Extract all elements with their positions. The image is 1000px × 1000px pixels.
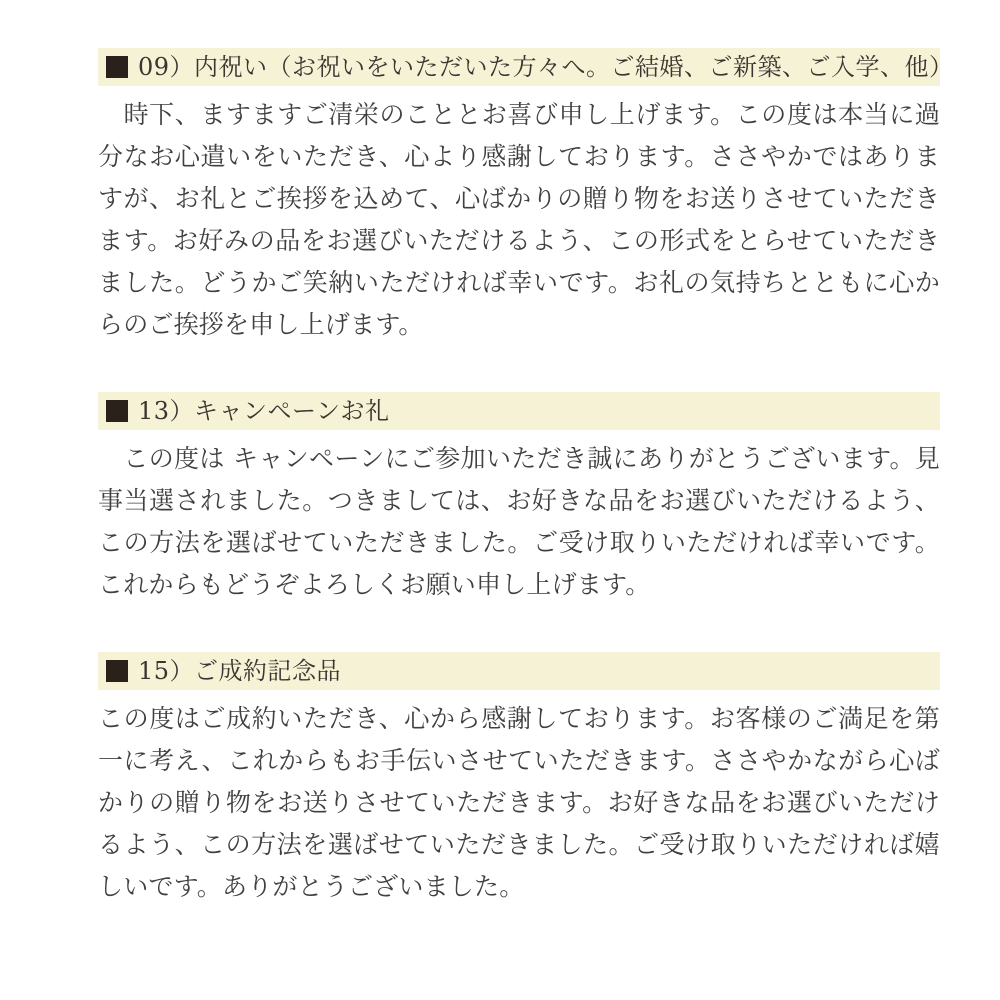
body-line: この度はご成約いただき、心から感謝しております。お客様のご満足を第	[98, 704, 940, 733]
section-heading-bar	[98, 392, 940, 430]
black-square-icon	[106, 56, 128, 78]
section-body	[98, 698, 940, 908]
body-line: 時下、ますますご清栄のこととお喜び申し上げます。この度は本当に過	[98, 100, 940, 129]
body-line: 分なお心遣いをいただき、心より感謝しております。ささやかではありま	[98, 142, 940, 171]
black-square-icon	[106, 660, 128, 682]
body-line: すが、お礼とご挨拶を込めて、心ばかりの贈り物をお送りさせていただき	[98, 184, 940, 213]
body-line: これからもどうぞよろしくお願い申し上げます。	[98, 570, 651, 599]
body-line: らのご挨拶を申し上げます。	[98, 310, 424, 339]
section-heading-bar	[98, 48, 954, 86]
body-line: 一に考え、これからもお手伝いさせていただきます。ささやかながら心ば	[98, 746, 940, 775]
body-line: ました。どうかご笑納いただければ幸いです。お礼の気持ちとともに心か	[98, 268, 940, 297]
section-heading-title: 13）キャンペーンお礼	[138, 397, 390, 425]
section-uchiwai	[98, 48, 954, 346]
body-line: この方法を選ばせていただきました。ご受け取りいただければ幸いです。	[98, 528, 940, 557]
black-square-icon	[106, 400, 128, 422]
body-line: かりの贈り物をお送りさせていただきます。お好きな品をお選びいただけ	[98, 788, 940, 817]
section-goseiyaku-kinenhin	[98, 652, 940, 908]
section-campaign-orei	[98, 392, 940, 606]
section-heading-bar	[98, 652, 940, 690]
body-line: この度は キャンペーンにご参加いただき誠にありがとうございます。見	[98, 444, 940, 473]
section-body	[98, 438, 940, 606]
body-line: しいです。ありがとうございました。	[98, 872, 525, 901]
body-line: るよう、この方法を選ばせていただきました。ご受け取りいただければ嬉	[98, 830, 940, 859]
body-line: ます。お好みの品をお選びいただけるよう、この形式をとらせていただき	[98, 226, 940, 255]
section-heading-title: 09）内祝い（お祝いをいただいた方々へ。ご結婚、ご新築、ご入学、他）	[138, 53, 954, 81]
body-line: 事当選されました。つきましては、お好きな品をお選びいただけるよう、	[98, 486, 940, 515]
section-body	[98, 94, 940, 346]
section-heading-title: 15）ご成約記念品	[138, 657, 342, 685]
document-page	[98, 48, 954, 954]
